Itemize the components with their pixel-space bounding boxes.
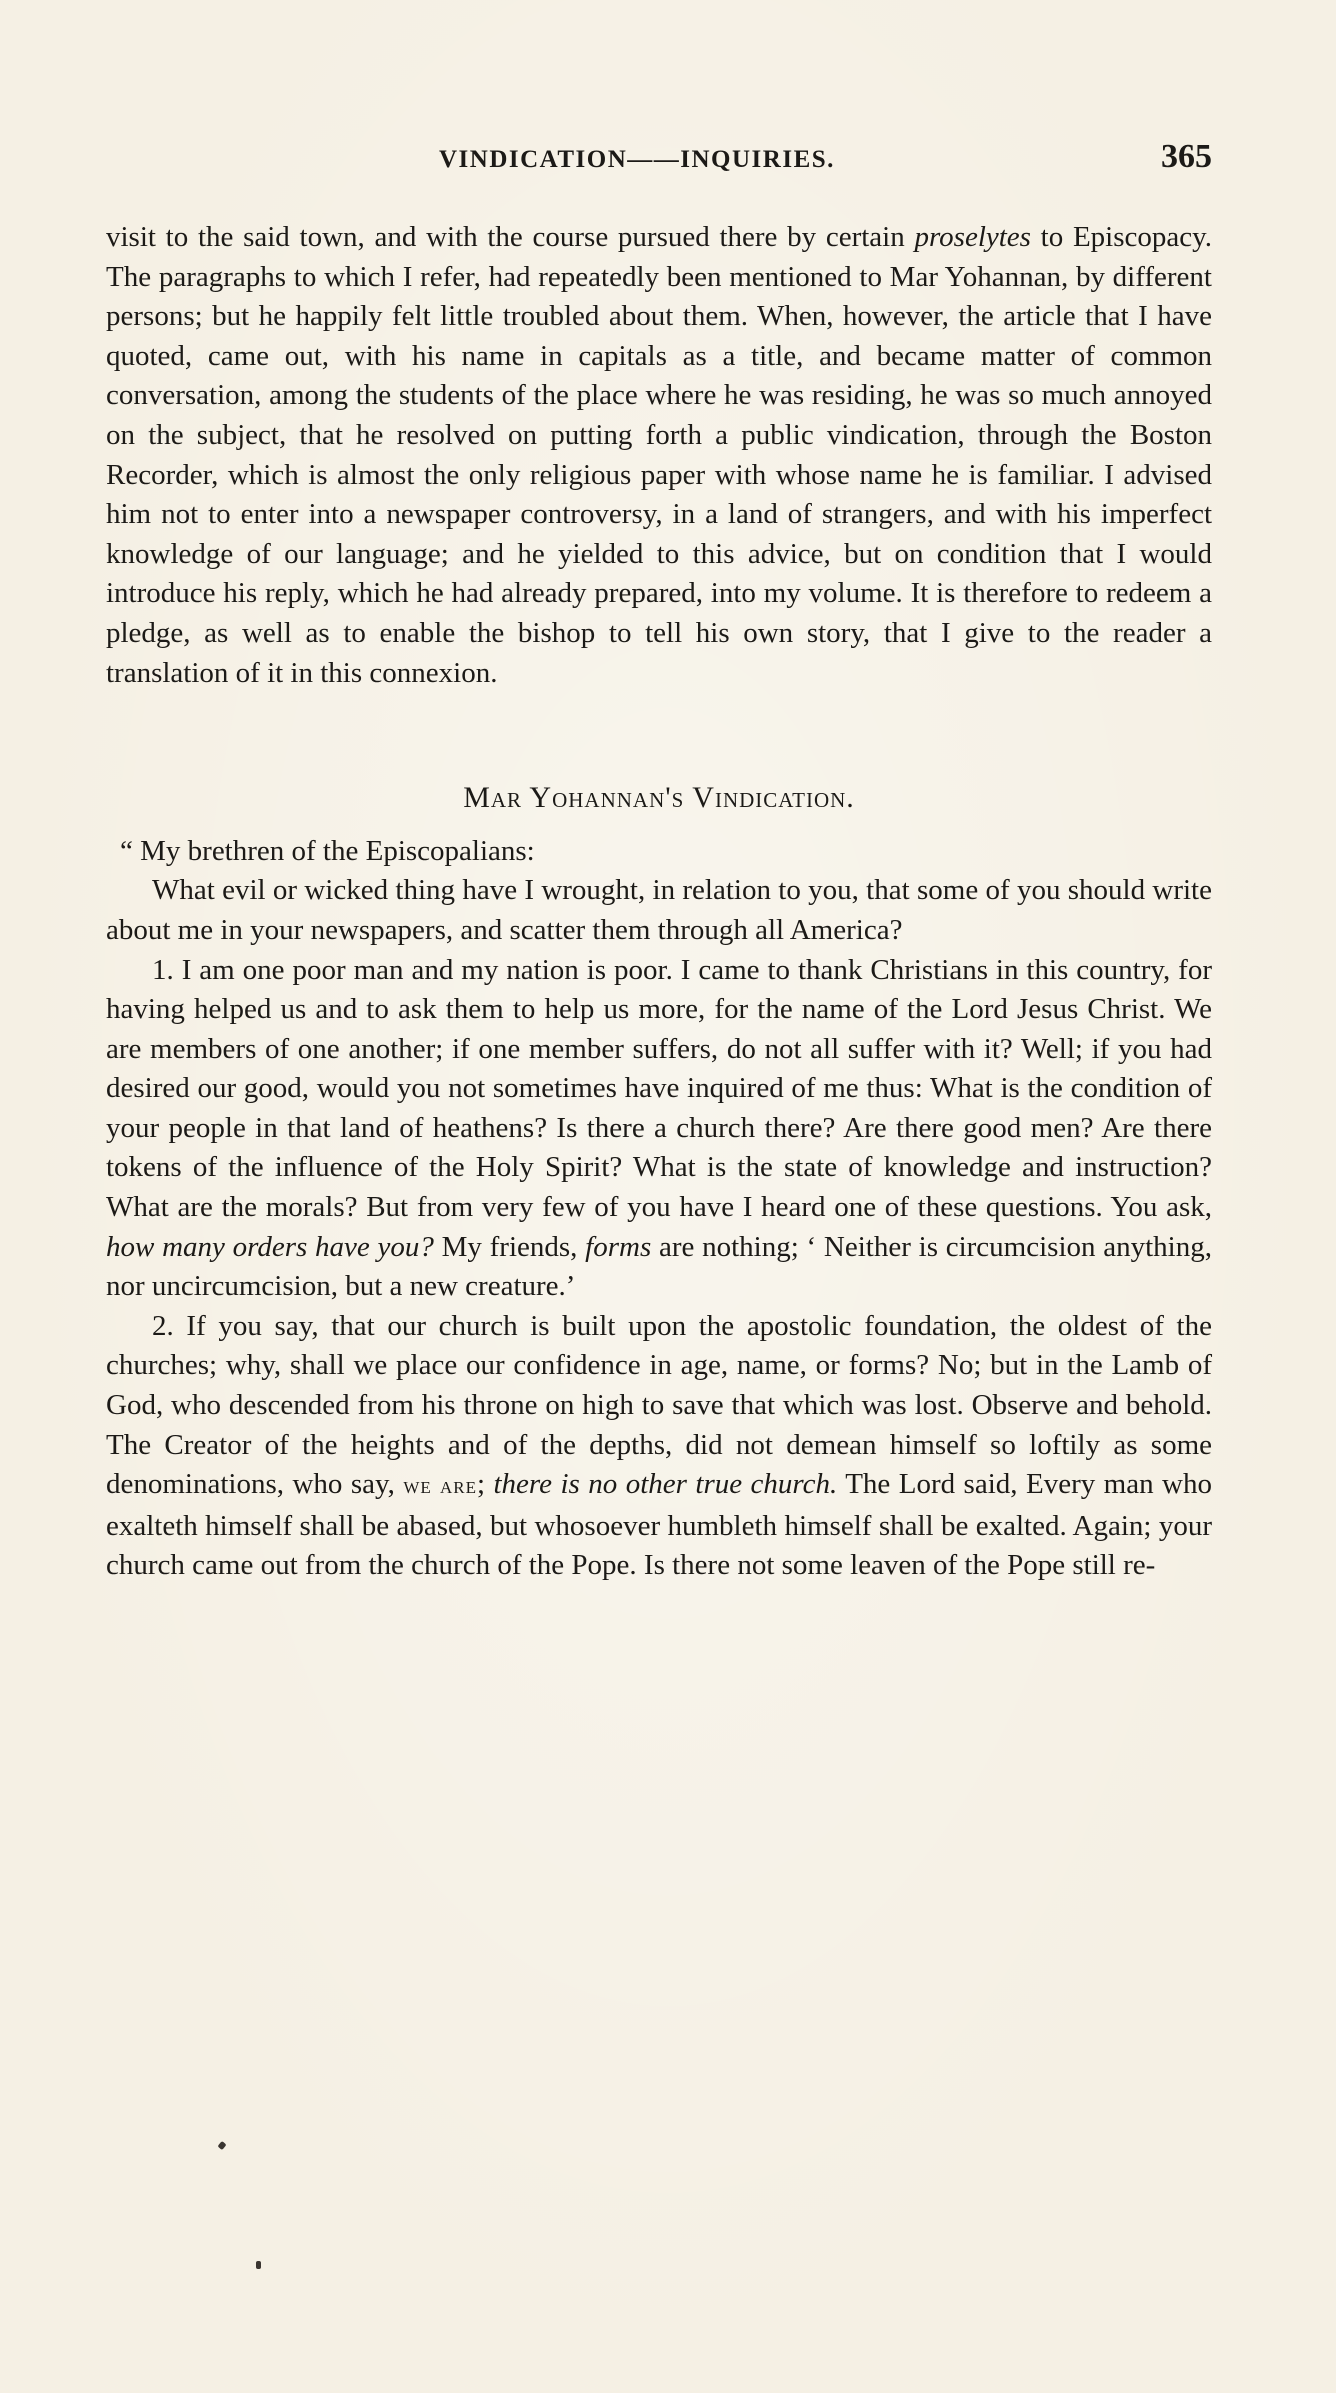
point-1-text-a: 1. I am one poor man and my nation is poor. I came to thank Christians in this country, for having helped us and to ask them to help us more, for the name of the Lord Jesus Christ. We are members of one another; if one member suffers, do not all suffer with it? Well; if you had desired our good, would you not sometimes have inquired of me thus: What is the condition of your people in that land of heathens? Is there a church there? Are there good men? Are there tokens of the influence of the Holy Spirit? What is the state of knowledge and instruction? What are the morals? But from very few of you have I heard one of these questions. You ask, xyxy=(106,953,1212,1224)
point-2-text-a: 2. If you say, that our church is built upon the apostolic foundation, the oldest of the churches; why, shall we place our confidence in age, name, or forms? No; but in the Lamb of God, who descended from his throne on high to save that which was lost. Observe and behold. The Creator of the heights and of the depths, did not demean himself so loftily as some denominations, who say, xyxy=(106,1309,1212,1501)
vindication-opening-paragraph: What evil or wicked thing have I wrought, in relation to you, that some of you should write about me in your newspapers, and scatter them through all America? xyxy=(106,874,1212,946)
intro-emphasis: proselytes xyxy=(914,221,1031,253)
point-1-emphasis-forms: forms xyxy=(585,1230,652,1263)
ink-speck xyxy=(256,2261,261,2269)
intro-text-b: to Episcopacy. The paragraphs to which I refer, had repeatedly been mentioned to Mar Yohannan, by different persons; but he happily felt little troubled about them. When, however, the article that I have quoted, came out, with his name in capitals as a title, and became matter of common conversation, among the students of the place where he was residing, he was so much annoyed on the subject, that he resolved on putting forth a public vindication, through the Boston Recorder, which is almost the only religious paper with whose name he is familiar. I advised him not to enter into a newspaper controversy, in a land of strangers, and with his imperfect knowledge of our language; and he yielded to this advice, but on condition that I would introduce his reply, which he had already prepared, into my volume. It is therefore to redeem a pledge, as well as to enable the bishop to tell his own story, that I give to the reader a translation of it in this connexion. xyxy=(106,221,1213,689)
point-2-text-c: The Lord said, Every man who exalteth himself shall be abased, but whosoever humbleth himself shall be exalted. Again; your church came out from the church of the Pope. Is there not some leaven of the Pope still re- xyxy=(106,1468,1213,1582)
vindication-point-2 xyxy=(106,1307,1212,1586)
intro-paragraph xyxy=(106,218,1212,693)
ink-speck xyxy=(217,2141,226,2150)
point-1-text-b: My friends, xyxy=(433,1230,586,1263)
page-header xyxy=(106,138,1212,182)
point-2-emphasis: there is no other true church. xyxy=(493,1468,838,1501)
point-1-text-c: are nothing; ‘ Neither is circumcision anything, nor uncircumcision, but a new creature.’ xyxy=(106,1230,1212,1303)
point-2-text-b: ; xyxy=(476,1468,494,1501)
point-1-emphasis-orders: how many orders have you? xyxy=(106,1230,434,1263)
page-body xyxy=(106,218,1212,1586)
vindication-point-1 xyxy=(106,951,1212,1307)
point-2-smallcaps-we-are: we are xyxy=(403,1473,477,1500)
running-head: VINDICATION——INQUIRIES. xyxy=(439,146,835,173)
page-number: 365 xyxy=(1161,138,1212,175)
section-title: Mar Yohannan's Vindication. xyxy=(463,781,855,815)
salutation: “ My brethren of the Episcopalians: xyxy=(120,834,535,867)
intro-text-a: visit to the said town, and with the course pursued there by certain xyxy=(106,221,915,253)
